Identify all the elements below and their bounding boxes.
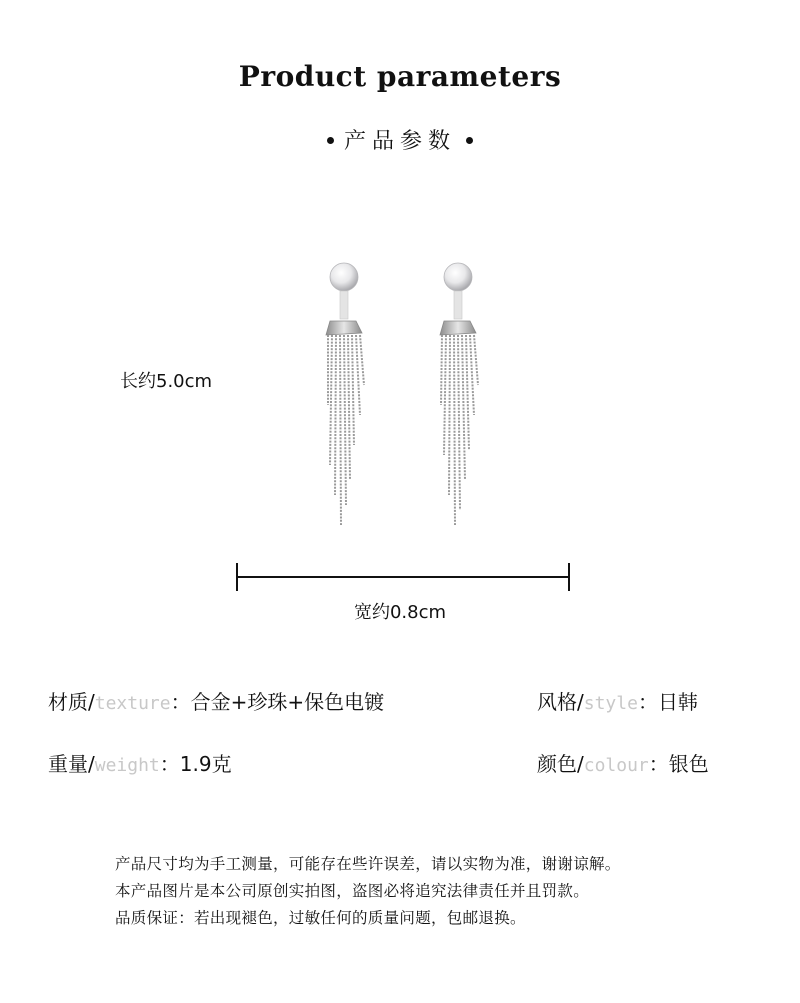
- spec-texture-cn: 材质/: [48, 690, 95, 714]
- subtitle-text: 产品参数: [343, 129, 456, 154]
- spec-colour-cn: 颜色/: [537, 752, 584, 776]
- spec-weight-en: weight: [94, 755, 160, 776]
- spec-style-sep: ：: [637, 690, 658, 714]
- spec-style: [537, 686, 698, 715]
- spec-weight: [48, 748, 232, 777]
- spec-colour: [537, 748, 709, 777]
- note-quality: 品质保证：若出现褪色，过敏任何的质量问题，包邮退换。: [115, 909, 526, 927]
- page-title: Product parameters: [238, 60, 562, 93]
- spec-texture-sep: ：: [170, 690, 191, 714]
- spec-weight-value: 1.9克: [179, 752, 232, 776]
- spec-texture-en: texture: [94, 693, 171, 714]
- note-copyright: 本产品图片是本公司原创实拍图，盗图必将追究法律责任并且罚款。: [115, 882, 590, 900]
- bullet-dot-right: [466, 137, 473, 144]
- spec-colour-value: 银色: [668, 752, 709, 776]
- spec-style-en: style: [583, 693, 638, 714]
- length-label: 长约5.0cm: [120, 371, 213, 392]
- earring-right: [440, 263, 478, 525]
- bullet-dot-left: [327, 137, 334, 144]
- earring-left: [326, 263, 364, 525]
- dimension-tick-right: [568, 563, 570, 591]
- earrings-product-image: [300, 255, 500, 545]
- width-label: 宽约0.8cm: [353, 602, 447, 623]
- spec-texture: [48, 686, 384, 715]
- spec-colour-sep: ：: [648, 752, 669, 776]
- spec-texture-value: 合金+珍珠+保色电镀: [190, 690, 385, 714]
- dimension-bar: [236, 576, 570, 578]
- spec-weight-sep: ：: [159, 752, 180, 776]
- spec-colour-en: colour: [583, 755, 649, 776]
- note-measurement: 产品尺寸均为手工测量，可能存在些许误差，请以实物为准，谢谢谅解。: [115, 855, 621, 873]
- spec-style-cn: 风格/: [537, 690, 584, 714]
- spec-weight-cn: 重量/: [48, 752, 95, 776]
- page-subtitle: [0, 124, 800, 155]
- width-dimension-line: [236, 563, 570, 591]
- spec-style-value: 日韩: [657, 690, 698, 714]
